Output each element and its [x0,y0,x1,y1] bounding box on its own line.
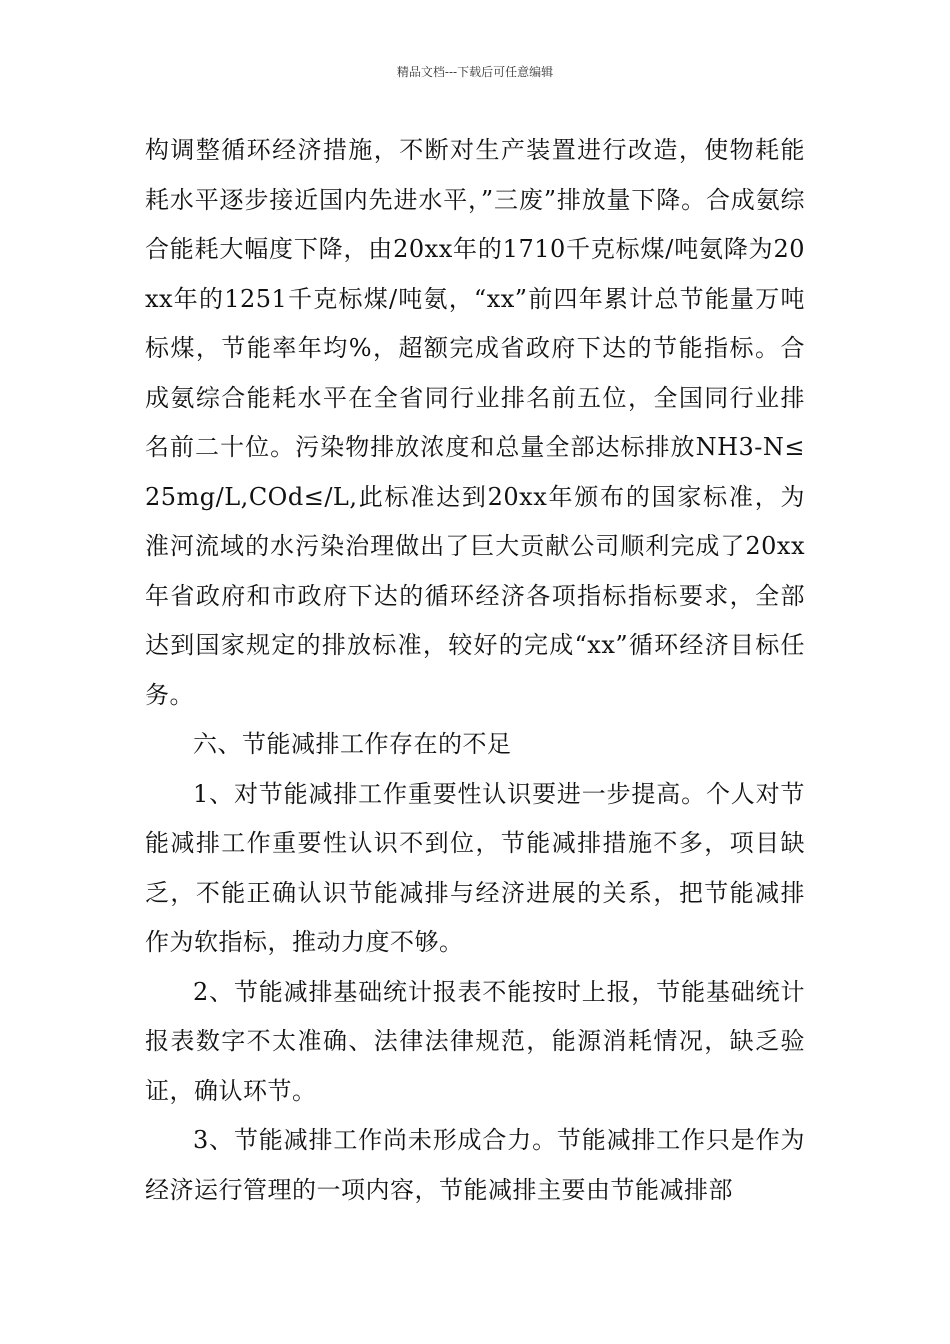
document-body [145,126,805,1215]
paragraph-2: 1、对节能减排工作重要性认识要进一步提高。个人对节能减排工作重要性认识不到位，节能减排措施不多，项目缺乏，不能正确认识节能减排与经济进展的关系，把节能减排作为软指标，推动力度不够。 [145,779,805,956]
paragraph-1: 构调整循环经济措施，不断对生产装置进行改造，使物耗能耗水平逐步接近国内先进水平，”三废”排放量下降。合成氨综合能耗大幅度下降，由20xx年的1710千克标煤/吨氨降为20xx年的1251千克标煤/吨氨，“xx”前四年累计总节能量万吨标煤，节能率年均%，超额完成省政府下达的节能指标。合成氨综合能耗水平在全省同行业排名前五位，全国同行业排名前二十位。污染物排放浓度和总量全部达标排放NH3-N≤25mg/L,COd≤/L,此标准达到20xx年颁布的国家标准，为淮河流域的水污染治理做出了巨大贡献公司顺利完成了20xx年省政府和市政府下达的循环经济各项指标指标要求，全部达到国家规定的排放标准，较好的完成“xx”循环经济目标任务。 [145,136,805,709]
section-heading: 六、节能减排工作存在的不足 [193,730,512,758]
page-header: 精品文档---下载后可任意编辑 [396,65,554,79]
paragraph-3: 2、节能减排基础统计报表不能按时上报，节能基础统计报表数字不太准确、法律法律规范，能源消耗情况，缺乏验证，确认环节。 [145,977,805,1105]
paragraph-4: 3、节能减排工作尚未形成合力。节能减排工作只是作为经济运行管理的一项内容，节能减排主要由节能减排部 [145,1126,805,1204]
